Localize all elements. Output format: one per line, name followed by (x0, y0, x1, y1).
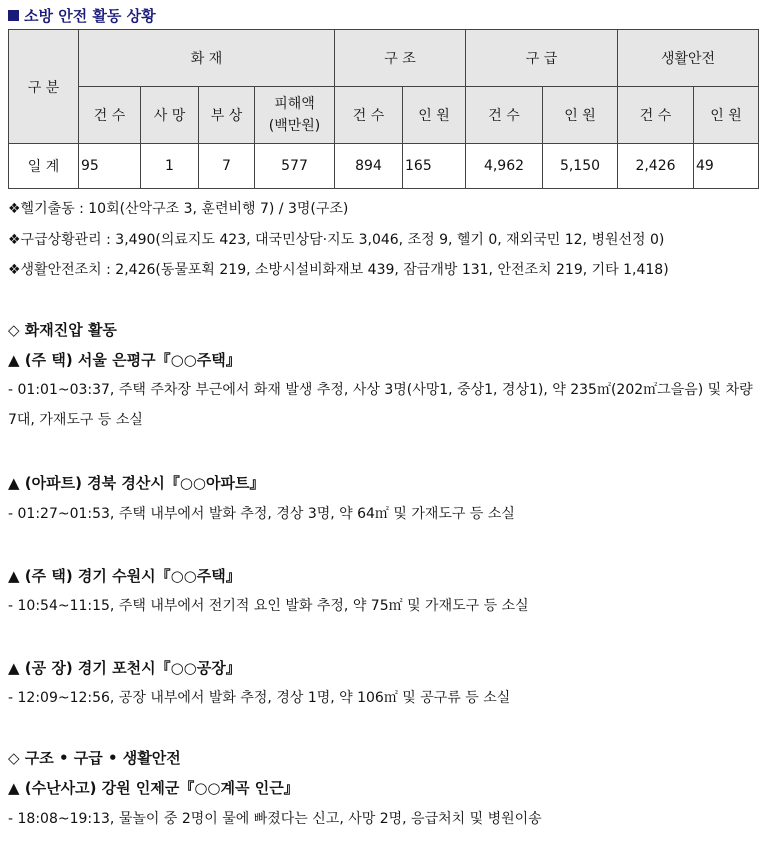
incident-description: - 01:01~03:37, 주택 주차장 부근에서 화재 발생 추정, 사상 3명(사망1, 중상1, 경상1), 약 235㎡(202㎡그을음) 및 차량 7대, 가재도구 등 소실 (8, 382, 753, 428)
table-row-daily-total (9, 144, 759, 189)
table-cell: 1 (141, 144, 199, 189)
incident-heading: ▲ (주 택) 경기 수원시『○○주택』 (8, 567, 241, 585)
incident-heading: ▲ (아파트) 경북 경산시『○○아파트』 (8, 474, 265, 492)
table-cell: 577 (255, 144, 335, 189)
col-header: 건 수 (79, 87, 141, 144)
table-cell: 165 (403, 144, 466, 189)
square-bullet-icon (8, 10, 19, 21)
col-group-fire: 화 재 (79, 30, 335, 87)
table-cell: 95 (79, 144, 141, 189)
activity-stats-table (8, 29, 759, 189)
incident-heading: ▲ (수난사고) 강원 인제군『○○계곡 인근』 (8, 779, 299, 797)
col-header: 사 망 (141, 87, 199, 144)
table-cell: 2,426 (618, 144, 694, 189)
section-title (8, 5, 156, 26)
incident-description: - 12:09~12:56, 공장 내부에서 발화 추정, 경상 1명, 약 106㎡ 및 공구류 등 소실 (8, 690, 511, 706)
col-group-life-safety: 생활안전 (618, 30, 759, 87)
row-label: 일 계 (9, 144, 79, 189)
col-header: 부 상 (199, 87, 255, 144)
incident-description: - 10:54~11:15, 주택 내부에서 전기적 요인 발화 추정, 약 75㎡ 및 가재도구 등 소실 (8, 598, 529, 614)
col-header-category: 구 분 (9, 30, 79, 144)
col-group-ems: 구 급 (466, 30, 618, 87)
fire-section-heading: ◇ 화재진압 활동 (8, 321, 117, 339)
col-header: 인 원 (543, 87, 618, 144)
col-header: 건 수 (335, 87, 403, 144)
table-cell: 4,962 (466, 144, 543, 189)
rescue-section-heading: ◇ 구조 • 구급 • 생활안전 (8, 749, 181, 767)
incident-heading: ▲ (공 장) 경기 포천시『○○공장』 (8, 659, 241, 677)
col-group-rescue: 구 조 (335, 30, 466, 87)
table-cell: 5,150 (543, 144, 618, 189)
col-header: 건 수 (466, 87, 543, 144)
incident-description: - 01:27~01:53, 주택 내부에서 발화 추정, 경상 3명, 약 64㎡ 및 가재도구 등 소실 (8, 506, 515, 522)
table-cell: 894 (335, 144, 403, 189)
col-header: 인 원 (694, 87, 759, 144)
table-cell: 7 (199, 144, 255, 189)
col-header: 건 수 (618, 87, 694, 144)
col-header: 피해액 (백만원) (255, 87, 335, 144)
note-helicopter: ❖헬기출동 : 10회(산악구조 3, 훈련비행 7) / 3명(구조) (8, 201, 349, 217)
header-row-group (9, 30, 759, 87)
note-life-safety: ❖생활안전조치 : 2,426(동물포획 219, 소방시설비화재보 439, 잠금개방 131, 안전조치 219, 기타 1,418) (8, 262, 669, 278)
incident-heading: ▲ (주 택) 서울 은평구『○○주택』 (8, 351, 241, 369)
header-row-columns (9, 87, 759, 144)
note-ems-management: ❖구급상황관리 : 3,490(의료지도 423, 대국민상담·지도 3,046, 조정 9, 헬기 0, 재외국민 12, 병원선정 0) (8, 232, 665, 248)
section-title-text: 소방 안전 활동 상황 (24, 7, 156, 25)
table-cell: 49 (694, 144, 759, 189)
col-header: 인 원 (403, 87, 466, 144)
incident-description: - 18:08~19:13, 물놀이 중 2명이 물에 빠졌다는 신고, 사망 2명, 응급처치 및 병원이송 (8, 811, 542, 827)
